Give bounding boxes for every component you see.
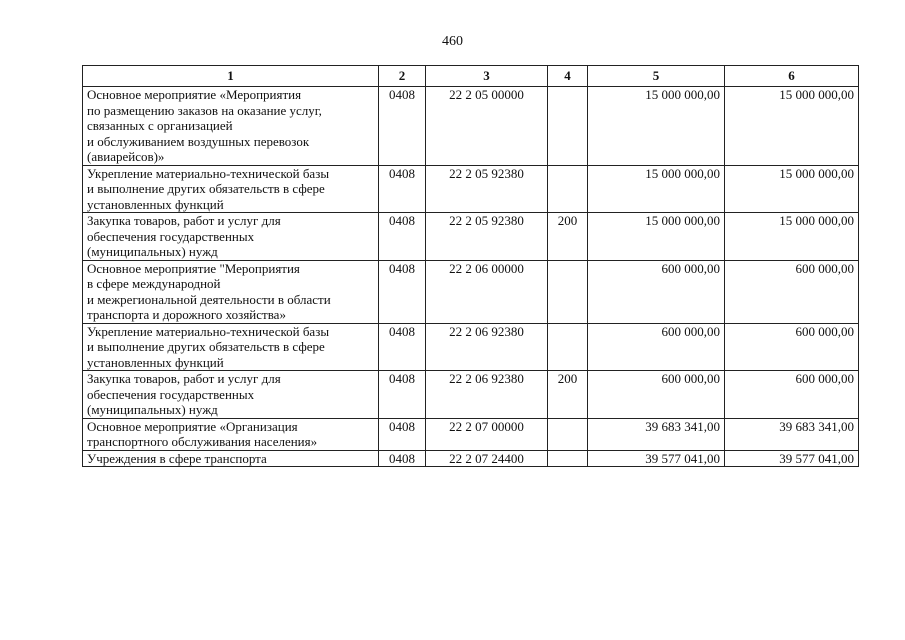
row-section-code: 0408 — [379, 418, 426, 450]
row-name: Закупка товаров, работ и услуг для обеспечения государственных (муниципальных) нужд — [83, 213, 379, 261]
row-target-code: 22 2 06 92380 — [426, 371, 548, 419]
row-amount-col6: 39 577 041,00 — [725, 450, 859, 467]
row-section-code: 0408 — [379, 165, 426, 213]
table-row — [83, 450, 859, 467]
row-target-code: 22 2 07 00000 — [426, 418, 548, 450]
row-amount-col5: 39 683 341,00 — [588, 418, 725, 450]
row-target-code: 22 2 05 00000 — [426, 87, 548, 166]
column-header-3: 3 — [426, 66, 548, 87]
row-amount-col5: 600 000,00 — [588, 371, 725, 419]
row-target-code: 22 2 07 24400 — [426, 450, 548, 467]
table-row — [83, 260, 859, 323]
table-header-row — [83, 66, 859, 87]
row-name: Укрепление материально-технической базы и выполнение других обязательств в сфере установленных функций — [83, 323, 379, 371]
row-amount-col6: 15 000 000,00 — [725, 87, 859, 166]
row-amount-col6: 600 000,00 — [725, 371, 859, 419]
row-amount-col5: 39 577 041,00 — [588, 450, 725, 467]
row-amount-col6: 600 000,00 — [725, 260, 859, 323]
row-target-code: 22 2 05 92380 — [426, 213, 548, 261]
row-amount-col6: 15 000 000,00 — [725, 165, 859, 213]
row-amount-col6: 15 000 000,00 — [725, 213, 859, 261]
row-expense-type — [548, 87, 588, 166]
column-header-5: 5 — [588, 66, 725, 87]
row-section-code: 0408 — [379, 260, 426, 323]
row-section-code: 0408 — [379, 450, 426, 467]
table-row — [83, 87, 859, 166]
row-expense-type — [548, 260, 588, 323]
column-header-6: 6 — [725, 66, 859, 87]
row-name: Основное мероприятие "Мероприятия в сфере международной и межрегиональной деятельности в области транспорта и дорожного хозяйства» — [83, 260, 379, 323]
table-row — [83, 213, 859, 261]
page-number: 460 — [442, 34, 463, 49]
row-amount-col5: 15 000 000,00 — [588, 165, 725, 213]
row-expense-type — [548, 418, 588, 450]
row-name: Основное мероприятие «Организация транспортного обслуживания населения» — [83, 418, 379, 450]
column-header-4: 4 — [548, 66, 588, 87]
row-section-code: 0408 — [379, 323, 426, 371]
row-amount-col5: 600 000,00 — [588, 323, 725, 371]
row-section-code: 0408 — [379, 213, 426, 261]
table-row — [83, 418, 859, 450]
row-expense-type — [548, 323, 588, 371]
row-target-code: 22 2 06 00000 — [426, 260, 548, 323]
row-expense-type — [548, 450, 588, 467]
row-name: Закупка товаров, работ и услуг для обеспечения государственных (муниципальных) нужд — [83, 371, 379, 419]
row-expense-type: 200 — [548, 213, 588, 261]
row-amount-col5: 15 000 000,00 — [588, 213, 725, 261]
row-amount-col5: 15 000 000,00 — [588, 87, 725, 166]
column-header-2: 2 — [379, 66, 426, 87]
table-row — [83, 371, 859, 419]
row-target-code: 22 2 05 92380 — [426, 165, 548, 213]
column-header-1: 1 — [83, 66, 379, 87]
row-name: Укрепление материально-технической базы и выполнение других обязательств в сфере установленных функций — [83, 165, 379, 213]
row-expense-type — [548, 165, 588, 213]
row-section-code: 0408 — [379, 371, 426, 419]
row-amount-col5: 600 000,00 — [588, 260, 725, 323]
row-amount-col6: 39 683 341,00 — [725, 418, 859, 450]
table-row — [83, 323, 859, 371]
row-section-code: 0408 — [379, 87, 426, 166]
row-amount-col6: 600 000,00 — [725, 323, 859, 371]
row-name: Учреждения в сфере транспорта — [83, 450, 379, 467]
row-name: Основное мероприятие «Мероприятия по размещению заказов на оказание услуг, связанных с организацией и обслуживанием воздушных перевозок (авиарейсов)» — [83, 87, 379, 166]
table-row — [83, 165, 859, 213]
budget-table — [82, 65, 859, 467]
row-target-code: 22 2 06 92380 — [426, 323, 548, 371]
row-expense-type: 200 — [548, 371, 588, 419]
